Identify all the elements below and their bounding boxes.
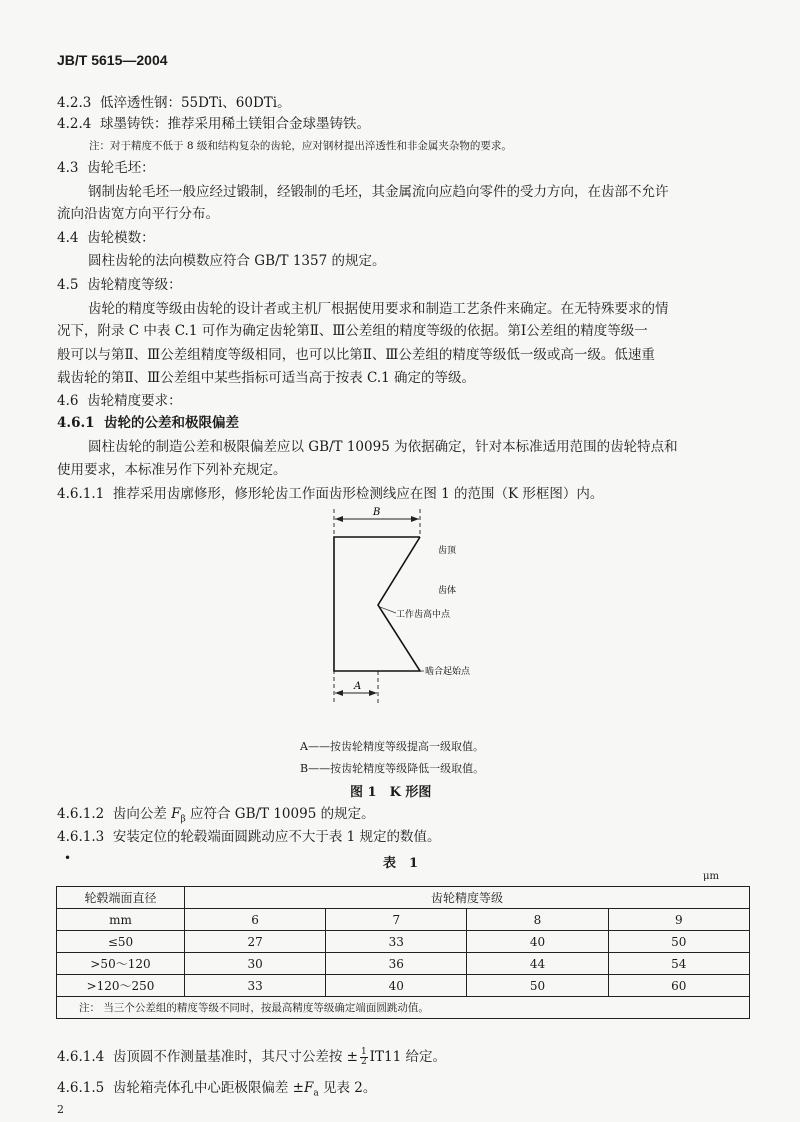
label-working-mid: 工作齿高中点 xyxy=(396,610,451,620)
clause-text: 齿顶圆不作测量基准时，其尺寸公差按 ± xyxy=(112,1049,358,1065)
clause-number: 4.2.3 xyxy=(57,95,92,111)
clause-number: 4.3 xyxy=(57,160,79,176)
table-cell: 44 xyxy=(467,953,608,975)
table-note: 注： 当三个公差组的精度等级不同时，按最高精度等级确定端面圆跳动值。 xyxy=(57,997,750,1019)
grade-header: 6 xyxy=(185,909,326,931)
clause-number: 4.2.4 xyxy=(57,116,92,132)
clause-number: 4.6.1.1 xyxy=(57,486,105,502)
clause-4-6 xyxy=(57,391,182,411)
clause-title: 齿轮的公差和极限偏差 xyxy=(104,415,239,431)
table-cell: 40 xyxy=(326,975,467,997)
row-diameter: >120～250 xyxy=(57,975,185,997)
paragraph-4-3-line2: 流向沿齿宽方向平行分布。 xyxy=(57,206,219,222)
clause-4-6-1-3 xyxy=(57,827,441,847)
clause-4-6-1 xyxy=(57,413,239,433)
symbol-subscript: a xyxy=(313,1088,319,1099)
table-note-row xyxy=(57,997,750,1019)
note-material: 注：对于精度不低于 8 级和结构复杂的齿轮，应对钢材提出淬透性和非金属夹杂物的要求。 xyxy=(89,140,512,152)
paragraph-4-5-line3: 般可以与第Ⅱ、Ⅲ公差组精度等级相同，也可以比第Ⅱ、Ⅲ公差组的精度等级低一级或高一级。低速重 xyxy=(57,347,655,363)
clause-text: 安装定位的轮毂端面圆跳动应不大于表 1 规定的数值。 xyxy=(112,829,441,845)
table-cell: 33 xyxy=(185,975,326,997)
clause-text: 齿轮箱壳体孔中心距极限偏差 ± xyxy=(112,1080,304,1096)
arrow-left-icon xyxy=(335,516,343,522)
grade-header: 9 xyxy=(608,909,749,931)
k-shape-figure xyxy=(300,505,520,710)
paragraph-4-6-1-line2: 使用要求，本标准另作下列补充规定。 xyxy=(57,462,287,478)
clause-text-tail: 应符合 GB/T 10095 的规定。 xyxy=(185,806,375,822)
arrow-left-icon xyxy=(335,690,343,696)
table-row xyxy=(57,975,750,997)
fraction xyxy=(360,1048,368,1067)
label-tooth-tip: 齿顶 xyxy=(438,546,457,556)
clause-number: 4.6.1.2 xyxy=(57,806,105,822)
table-1 xyxy=(56,886,750,1019)
table-title: 表 1 xyxy=(383,856,419,871)
row-diameter: >50～120 xyxy=(57,953,185,975)
col-header-grade-group: 齿轮精度等级 xyxy=(185,887,750,909)
k-shape-outline xyxy=(334,537,420,671)
table-unit: μm xyxy=(703,871,719,882)
table-cell: 40 xyxy=(467,931,608,953)
clause-title: 齿轮精度等级： xyxy=(87,277,182,293)
fraction-numerator: 1 xyxy=(360,1047,367,1057)
figure-legend-a: A——按齿轮精度等级提高一级取值。 xyxy=(300,740,484,753)
table-row xyxy=(57,931,750,953)
row-diameter: ≤50 xyxy=(57,931,185,953)
table-row xyxy=(57,953,750,975)
figure-legend-b: B——按齿轮精度等级降低一级取值。 xyxy=(300,762,485,775)
arrow-right-icon xyxy=(411,516,419,522)
table-cell: 50 xyxy=(608,931,749,953)
clause-4-6-1-2 xyxy=(57,804,375,830)
col-header-unit: mm xyxy=(57,909,185,931)
clause-4-6-1-1 xyxy=(57,484,603,504)
label-tooth-body: 齿体 xyxy=(438,586,457,596)
clause-4-6-1-4 xyxy=(57,1047,446,1067)
paragraph-4-5-line2: 况下，附录 C 中表 C.1 可作为确定齿轮第Ⅱ、Ⅲ公差组的精度等级的依据。第Ⅰ公差组的精度等级一 xyxy=(57,323,648,339)
label-b: B xyxy=(373,507,381,518)
symbol-f: F xyxy=(303,1080,314,1096)
symbol-subscript: β xyxy=(180,814,186,825)
clause-text-tail: 见表 2。 xyxy=(318,1080,377,1096)
fraction-denominator: 2 xyxy=(360,1057,367,1067)
stray-dot: • xyxy=(64,851,72,865)
paragraph-4-6-1-line1: 圆柱齿轮的制造公差和极限偏差应以 GB/T 10095 为依据确定，针对本标准适用范围的齿轮特点和 xyxy=(88,439,678,455)
clause-title: 齿轮模数： xyxy=(87,230,155,246)
clause-4-6-1-5 xyxy=(57,1078,376,1104)
paragraph-4-5-line4: 载齿轮的第Ⅱ、Ⅲ公差组中某些指标可适当高于按表 C.1 确定的等级。 xyxy=(57,370,476,386)
clause-title: 齿轮毛坯： xyxy=(87,160,155,176)
col-header-diameter: 轮毂端面直径 xyxy=(57,887,185,909)
clause-number: 4.6.1.5 xyxy=(57,1080,105,1096)
clause-number: 4.6 xyxy=(57,393,79,409)
clause-number: 4.6.1 xyxy=(57,415,95,431)
clause-4-3 xyxy=(57,158,155,178)
clause-4-4 xyxy=(57,228,155,248)
grade-header: 7 xyxy=(326,909,467,931)
table-cell: 60 xyxy=(608,975,749,997)
table-header-row xyxy=(57,887,750,909)
clause-number: 4.4 xyxy=(57,230,79,246)
clause-text: 低淬透性钢：55DTi、60DTi。 xyxy=(99,95,291,111)
clause-text: 球墨铸铁：推荐采用稀土镁钼合金球墨铸铁。 xyxy=(99,116,370,132)
symbol-f: F xyxy=(171,806,181,822)
table-cell: 33 xyxy=(326,931,467,953)
table-cell: 36 xyxy=(326,953,467,975)
label-a: A xyxy=(354,681,362,692)
paragraph-4-5-line1: 齿轮的精度等级由齿轮的设计者或主机厂根据使用要求和制造工艺条件来确定。在无特殊要求的情 xyxy=(88,301,669,317)
paragraph-4-4: 圆柱齿轮的法向模数应符合 GB/T 1357 的规定。 xyxy=(88,253,386,269)
clause-4-2-4 xyxy=(57,114,370,134)
clause-text: 推荐采用齿廓修形，修形轮齿工作面齿形检测线应在图 1 的范围（K 形框图）内。 xyxy=(112,486,604,502)
clause-4-2-3 xyxy=(57,93,291,113)
table-cell: 54 xyxy=(608,953,749,975)
clause-title: 齿轮精度要求： xyxy=(87,393,182,409)
figure-caption: 图 1 K 形图 xyxy=(350,785,432,800)
clause-number: 4.5 xyxy=(57,277,79,293)
table-header-row xyxy=(57,909,750,931)
page-number: 2 xyxy=(57,1103,64,1116)
table-cell: 27 xyxy=(185,931,326,953)
document-code: JB/T 5615—2004 xyxy=(57,52,168,68)
arrow-right-icon xyxy=(369,690,377,696)
table-cell: 30 xyxy=(185,953,326,975)
clause-text-tail: IT11 给定。 xyxy=(369,1049,446,1065)
clause-text: 齿向公差 xyxy=(112,806,172,822)
paragraph-4-3-line1: 钢制齿轮毛坯一般应经过锻制，经锻制的毛坯，其金属流向应趋向零件的受力方向，在齿部不允许 xyxy=(88,184,669,200)
table-cell: 50 xyxy=(467,975,608,997)
grade-header: 8 xyxy=(467,909,608,931)
clause-number: 4.6.1.4 xyxy=(57,1049,105,1065)
clause-4-5 xyxy=(57,275,182,295)
label-mesh-start: 啮合起始点 xyxy=(425,667,471,677)
clause-number: 4.6.1.3 xyxy=(57,829,105,845)
